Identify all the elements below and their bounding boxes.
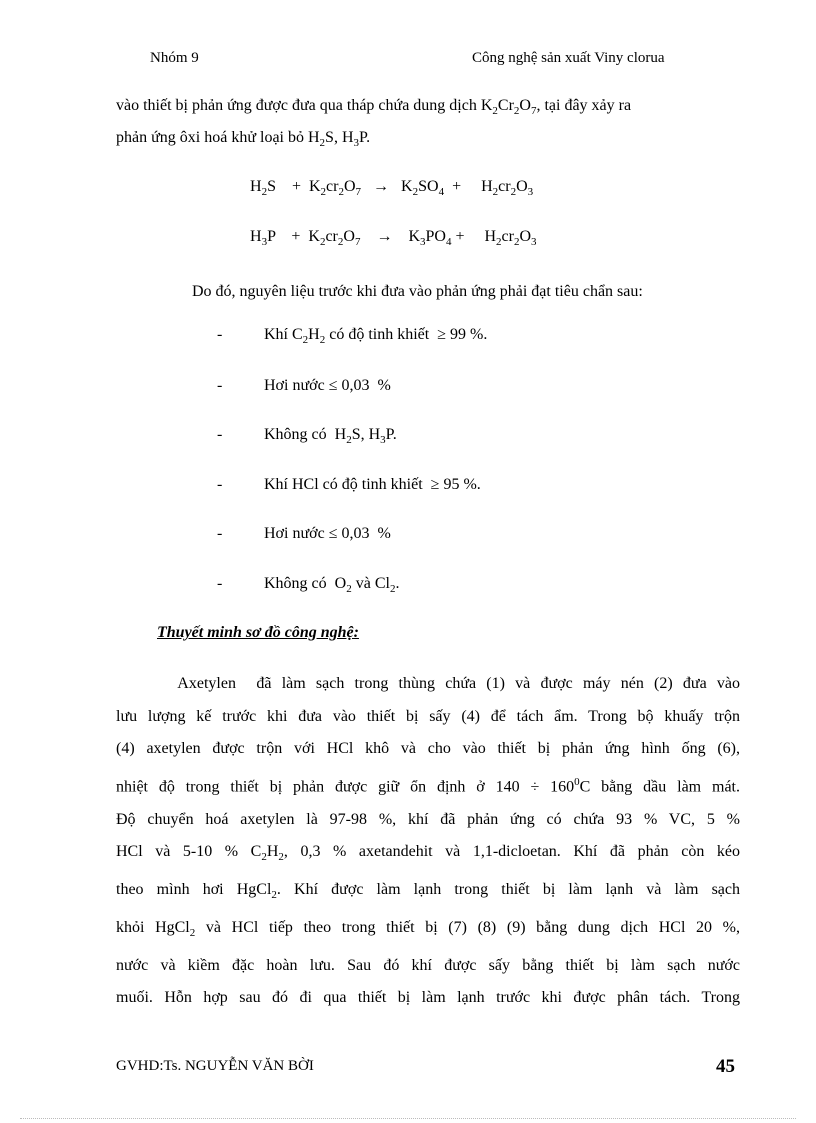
body-line: nhiệt độ trong thiết bị phản được giữ ổn định ở $140 \div 160^0C$ bằng dầu làm mát. — [116, 775, 740, 796]
body-paragraph — [116, 668, 740, 1015]
bottom-divider — [20, 1118, 796, 1119]
page-number: 45 — [716, 1056, 735, 1077]
body-line: muối. Hỗn hợp sau đó đi qua thiết bị làm lạnh trước khi được phân tách. Trong — [116, 989, 740, 1007]
intro-line-2: phản ứng ôxi hoá khử loại bỏ $H_2S$, $H_3P$. — [116, 129, 371, 150]
equation-1: $H_2S$ + $K_2cr_2O_7 \to K_2SO_4$ + $H_2cr_2O_3$ — [250, 178, 534, 199]
criteria-intro: Do đó, nguyên liệu trước khi đưa vào phản ứng phải đạt tiêu chẩn sau: — [192, 283, 643, 300]
header-right: Công nghệ sản xuất Viny clorua — [472, 50, 665, 66]
body-line: theo mình hơi HgCl$_2$. Khí được làm lạnh trong thiết bị làm lạnh và làm sạch — [116, 881, 741, 902]
body-line: khỏi HgCl$_2$ và HCl tiếp theo trong thiết bị (7) (8) (9) bằng dung dịch HCl 20 %, — [116, 918, 740, 940]
body-line: lưu lượng kế trước khi đưa vào thiết bị sấy (4) để tách ẩm. Trong bộ khuấy trộn — [116, 707, 740, 725]
body-line: Độ chuyển hoá axetylen là 97-98 %, khí đã phản ứng có chứa 93 % VC, 5 % — [116, 810, 740, 828]
equation-2: $H_3P$ + $K_2cr_2O_7$ → $K_3PO_4$ + $H_2cr_2O_3$ — [250, 228, 537, 249]
body-line: Axetylen đã làm sạch trong thùng chứa (1) và được máy nén (2) đưa vào — [116, 675, 740, 692]
header-left: Nhóm 9 — [150, 50, 199, 66]
footer-supervisor: GVHD:Ts. NGUYỄN VĂN BỜI — [116, 1058, 314, 1074]
body-line: nước và kiềm đặc hoàn lưu. Sau đó khí được sấy bằng thiết bị làm sạch nước — [116, 956, 740, 974]
body-line: HCl và 5-10 % $C_2H_2$, 0,3 % axetandehit và 1,1-dicloetan. Khí đã phản còn kéo — [116, 843, 740, 864]
body-line: (4) axetylen được trộn với HCl khô và cho vào thiết bị phản ứng hình ống (6), — [116, 740, 740, 758]
intro-line-1: vào thiết bị phản ứng được đưa qua tháp chứa dung dịch $K_2Cr_2O_7$, tại đây xảy ra — [116, 97, 632, 118]
section-heading: Thuyết minh sơ đồ công nghệ: — [157, 624, 359, 641]
